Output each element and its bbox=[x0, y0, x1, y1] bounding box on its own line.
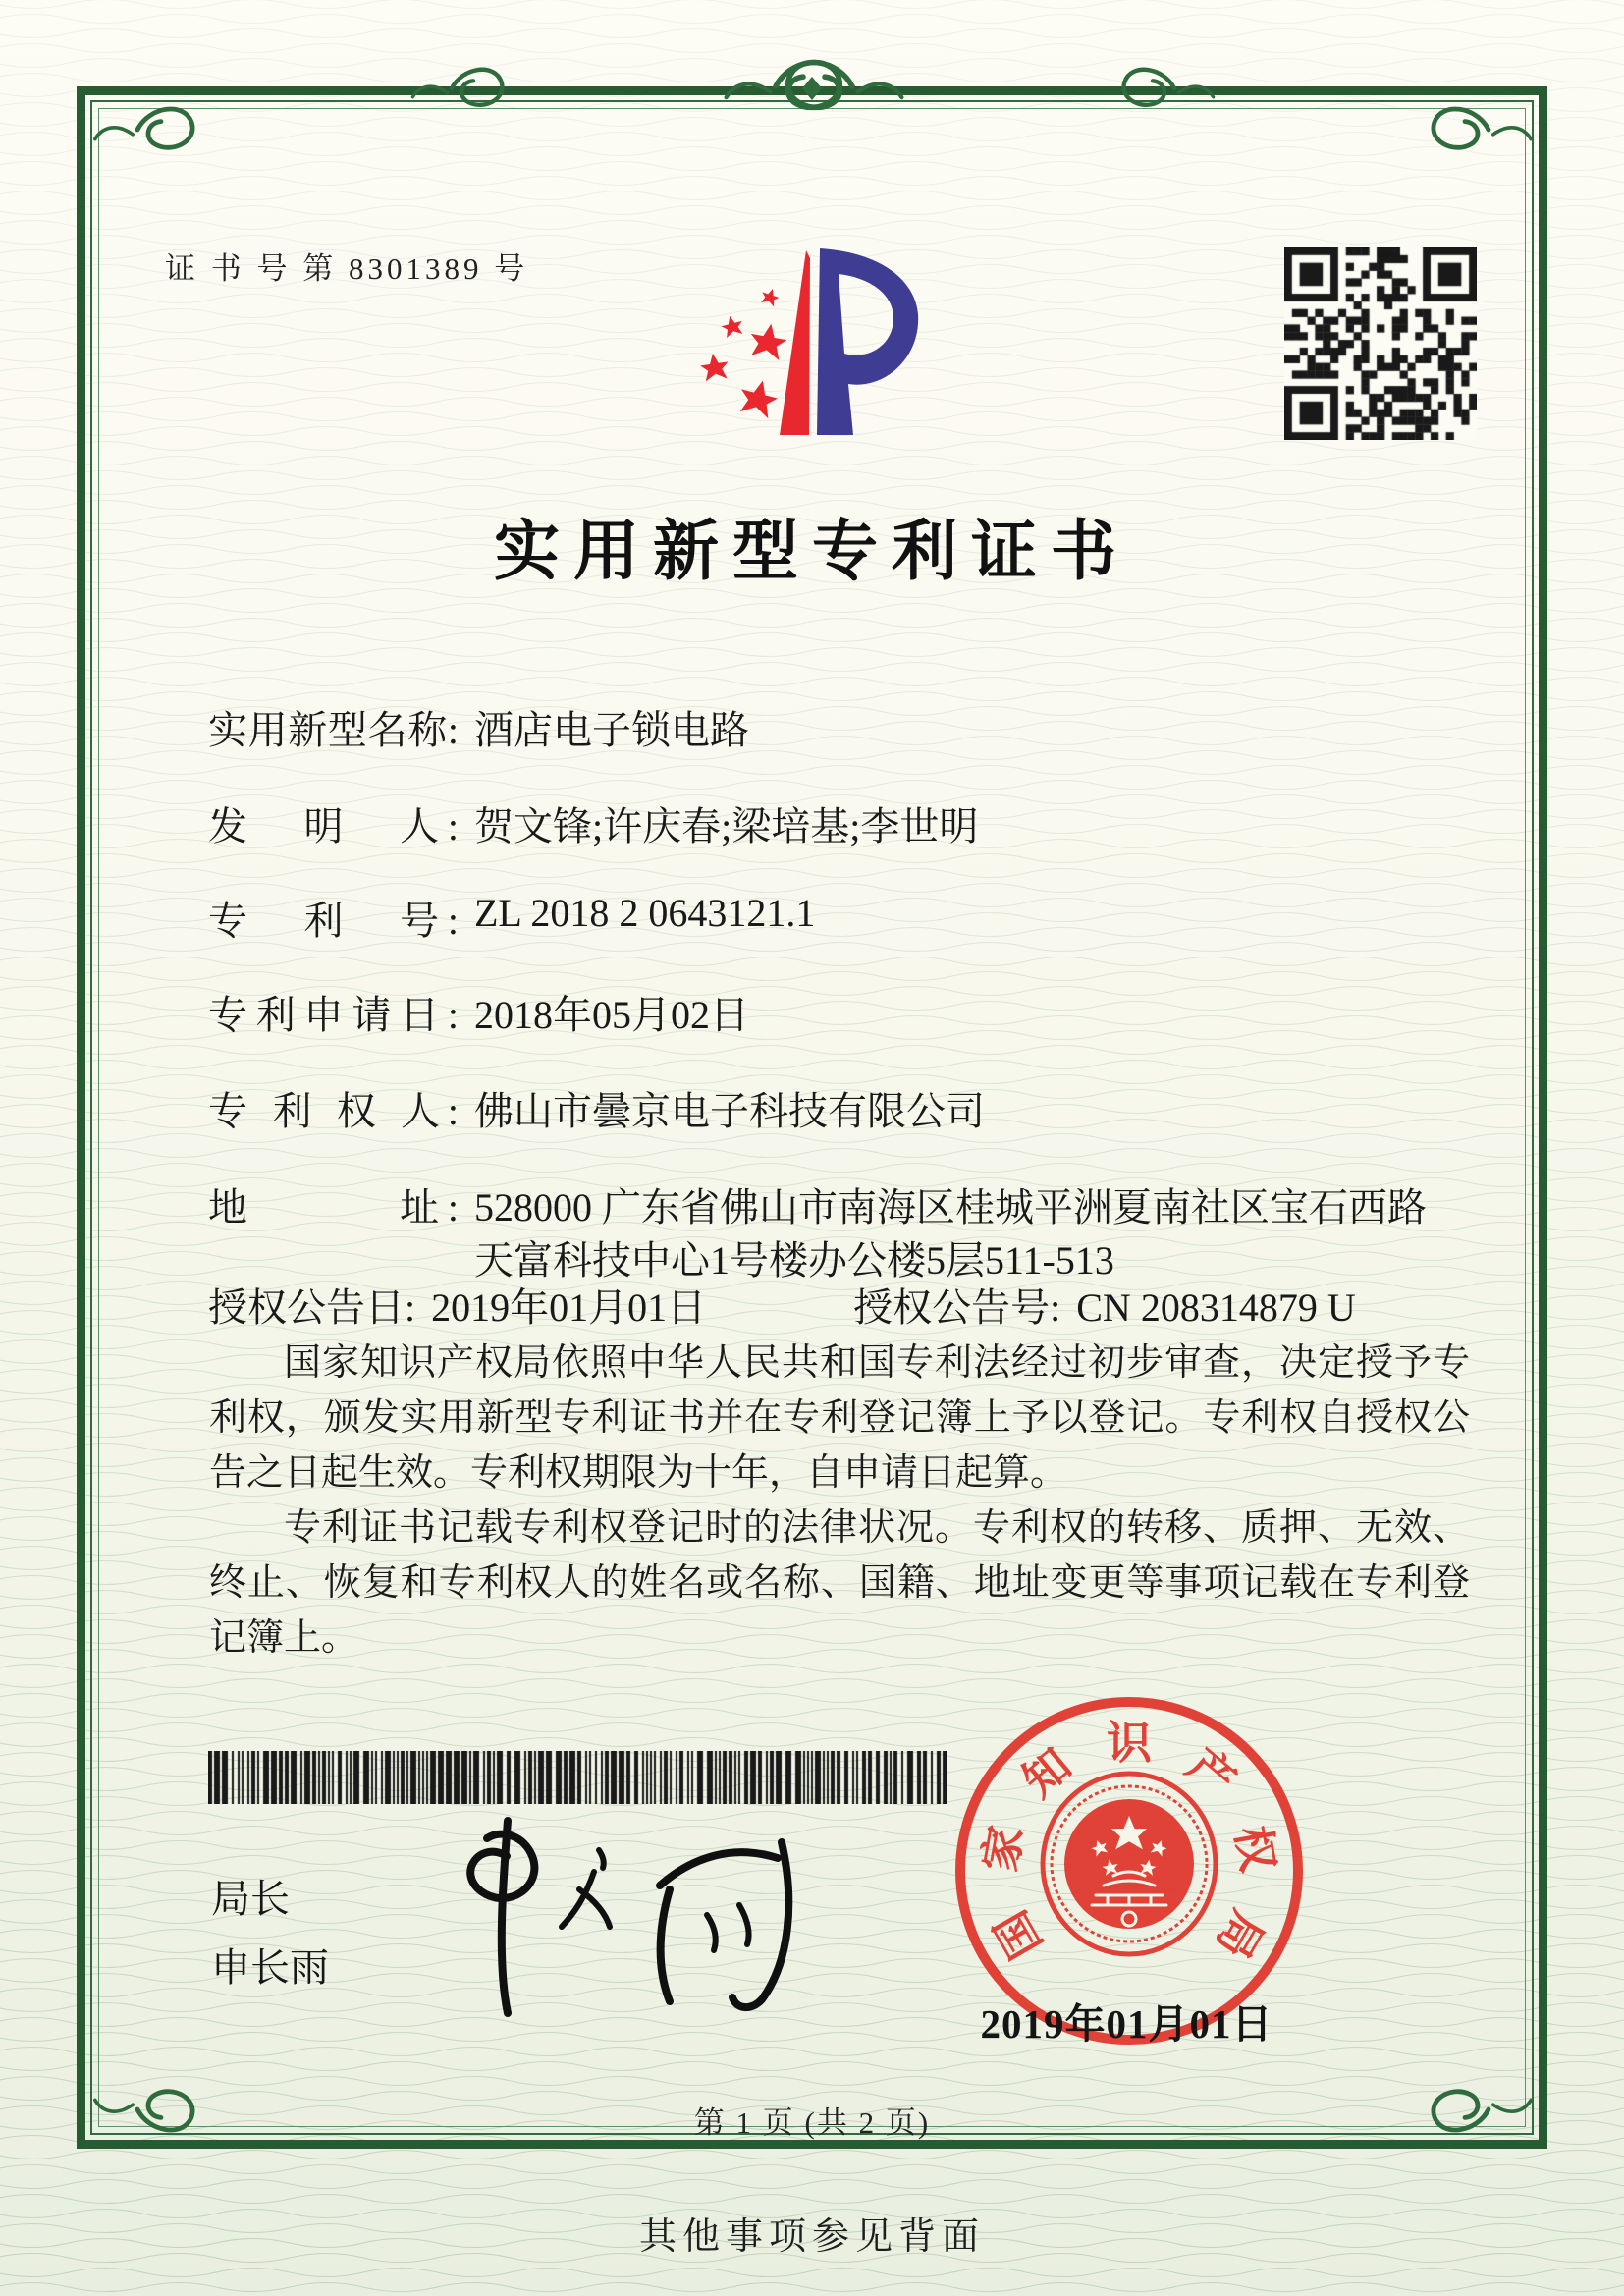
field-value2: CN 208314879 U bbox=[1076, 1285, 1356, 1330]
qr-code bbox=[1284, 247, 1477, 440]
svg-text:识: 识 bbox=[1107, 1718, 1152, 1769]
cnipa-logo-icon bbox=[660, 208, 954, 464]
field-value: 2018年05月02日 bbox=[474, 993, 749, 1037]
certificate-number: 证 书 号 第 8301389 号 bbox=[165, 251, 529, 286]
field-row-inventors bbox=[208, 795, 978, 851]
field-row-patent-number bbox=[208, 890, 815, 946]
svg-text:产: 产 bbox=[1177, 1739, 1245, 1807]
field-row-grant bbox=[208, 1277, 1356, 1333]
field-address-line2: 天富科技中心1号楼办公楼5层511-513 bbox=[474, 1238, 1114, 1283]
field-label: 专 利 号: bbox=[208, 899, 459, 943]
field-value: ZL 2018 2 0643121.1 bbox=[474, 891, 816, 935]
certificate-title: 实用新型专利证书 bbox=[494, 516, 1130, 588]
field-label: 地 址: bbox=[208, 1185, 459, 1230]
commissioner-name: 申长雨 bbox=[211, 1945, 329, 1990]
field-value: 528000 广东省佛山市南海区桂城平洲夏南社区宝石西路 bbox=[474, 1185, 1427, 1230]
field-label: 授权公告日: bbox=[208, 1285, 416, 1330]
national-emblem bbox=[1043, 1774, 1216, 1954]
commissioner-title: 局长 bbox=[211, 1877, 290, 1921]
field-row-filing-date bbox=[208, 984, 749, 1040]
commissioner-signature bbox=[412, 1815, 844, 2021]
field-value: 贺文锋;许庆春;梁培基;李世明 bbox=[474, 804, 979, 848]
field-label: 专利申请日: bbox=[208, 993, 459, 1037]
svg-text:知: 知 bbox=[1013, 1739, 1081, 1807]
page-number: 第 1 页 (共 2 页) bbox=[693, 2105, 931, 2140]
field-label: 实用新型名称: bbox=[208, 708, 459, 752]
legal-text bbox=[209, 1336, 1470, 1666]
seal-date: 2019年01月01日 bbox=[980, 2001, 1273, 2047]
svg-text:权: 权 bbox=[1225, 1822, 1284, 1876]
field-label: 专 利 权 人: bbox=[208, 1089, 459, 1133]
back-side-note: 其他事项参见背面 bbox=[638, 2216, 985, 2258]
svg-text:局: 局 bbox=[1207, 1902, 1273, 1967]
field-row-patentee bbox=[208, 1080, 985, 1136]
svg-text:国: 国 bbox=[985, 1902, 1052, 1967]
barcode bbox=[208, 1751, 947, 1804]
field-value: 佛山市曇京电子科技有限公司 bbox=[474, 1089, 985, 1133]
field-label2: 授权公告号: bbox=[853, 1285, 1061, 1330]
legal-paragraph-1: 国家知识产权局依照中华人民共和国专利法经过初步审查，决定授予专利权，颁发实用新型专利证书并在专利登记簿上予以登记。专利权自授权公告之日起生效。专利权期限为十年，自申请日起算。 bbox=[209, 1342, 1470, 1494]
field-row-name bbox=[208, 699, 749, 755]
legal-paragraph-2: 专利证书记载专利权登记时的法律状况。专利权的转移、质押、无效、终止、恢复和专利权人的姓名或名称、国籍、地址变更等事项记载在专利登记簿上。 bbox=[209, 1507, 1470, 1659]
field-row-address bbox=[208, 1176, 1427, 1232]
field-value: 2019年01月01日 bbox=[431, 1285, 707, 1330]
field-label: 发 明 人: bbox=[208, 804, 459, 848]
field-value: 酒店电子锁电路 bbox=[474, 708, 749, 752]
svg-text:家: 家 bbox=[974, 1822, 1033, 1876]
